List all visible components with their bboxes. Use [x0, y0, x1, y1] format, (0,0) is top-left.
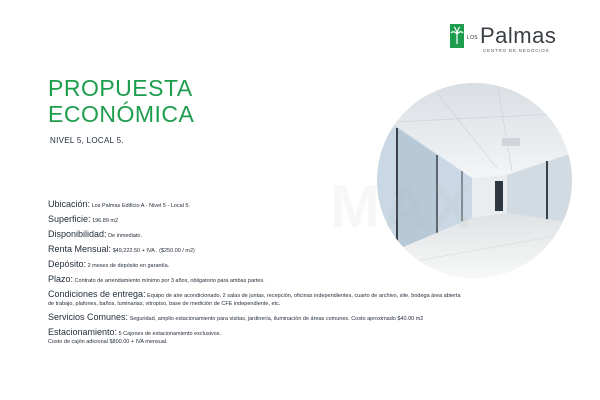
detail-estacionamiento-cont — [48, 338, 568, 346]
logo-name: Palmas — [480, 23, 557, 48]
los-palmas-logo — [450, 24, 580, 54]
renta-value: $49,222.50 + IVA . ($250.00 / m2) — [112, 248, 195, 254]
detail-plazo — [48, 273, 568, 285]
ubicacion-label: Ubicación: — [48, 199, 91, 209]
detail-servicios — [48, 311, 568, 323]
superficie-label: Superficie: — [48, 214, 91, 224]
servicios-value: Seguridad, amplio estacionamiento para visitas, jardinería, iluminación de áreas comunes. Costo aproximado $40.00 m2 — [129, 316, 424, 322]
estacionamiento-value: 5 Cajones de estacionamiento exclusivos. — [118, 331, 221, 337]
superficie-value: 196.89 m2 — [92, 218, 119, 224]
plazo-value: Contrato de arrendamiento mínimo por 3 años, obligatorio para ambas partes. — [74, 278, 265, 284]
deposito-label: Depósito: — [48, 259, 87, 269]
detail-estacionamiento — [48, 326, 568, 338]
logo-small-label: LOS — [467, 35, 478, 41]
condiciones-value: Equipo de aire acondicionado, 2 salas de juntas, recepción, oficinas independientes, cuarto de archivo, site, bodega área abierta — [147, 293, 461, 299]
renta-label: Renta Mensual: — [48, 244, 112, 254]
detail-ubicacion — [48, 198, 568, 210]
title-line-2: ECONÓMICA — [48, 101, 195, 127]
disponibilidad-value: De inmediato. — [108, 233, 143, 239]
ubicacion-value: Los Palmas Edificio A - Nivel 5 - Local 5. — [91, 203, 190, 209]
detail-renta — [48, 243, 568, 255]
title-line-1: PROPUESTA — [48, 75, 193, 101]
plazo-label: Plazo: — [48, 274, 74, 284]
servicios-label: Servicios Comunes: — [48, 312, 129, 322]
details-section — [48, 198, 568, 346]
condiciones-label: Condiciones de entrega: — [48, 289, 146, 299]
detail-deposito — [48, 258, 568, 270]
estacionamiento-label: Estacionamiento: — [48, 327, 118, 337]
watermark: MAX — [330, 173, 476, 240]
logo-subtitle: CENTRO DE NEGOCIOS — [483, 48, 550, 53]
detail-condiciones — [48, 288, 568, 300]
palm-logo-icon — [450, 24, 464, 48]
condiciones-value-2: de trabajo, plafones, baños, luminarias, vitropiso, base de medición de CFE independiente, etc. — [48, 301, 281, 307]
page-title — [48, 75, 194, 127]
detail-superficie — [48, 213, 568, 225]
detail-condiciones-cont — [48, 300, 568, 308]
disponibilidad-label: Disponibilidad: — [48, 229, 107, 239]
detail-disponibilidad — [48, 228, 568, 240]
deposito-value: 2 meses de depósito en garantía. — [87, 263, 170, 269]
estacionamiento-value-2: Costo de cajón adicional $800.00 + IVA mensual. — [48, 339, 168, 345]
page-subtitle: NIVEL 5, LOCAL 5. — [50, 136, 124, 145]
